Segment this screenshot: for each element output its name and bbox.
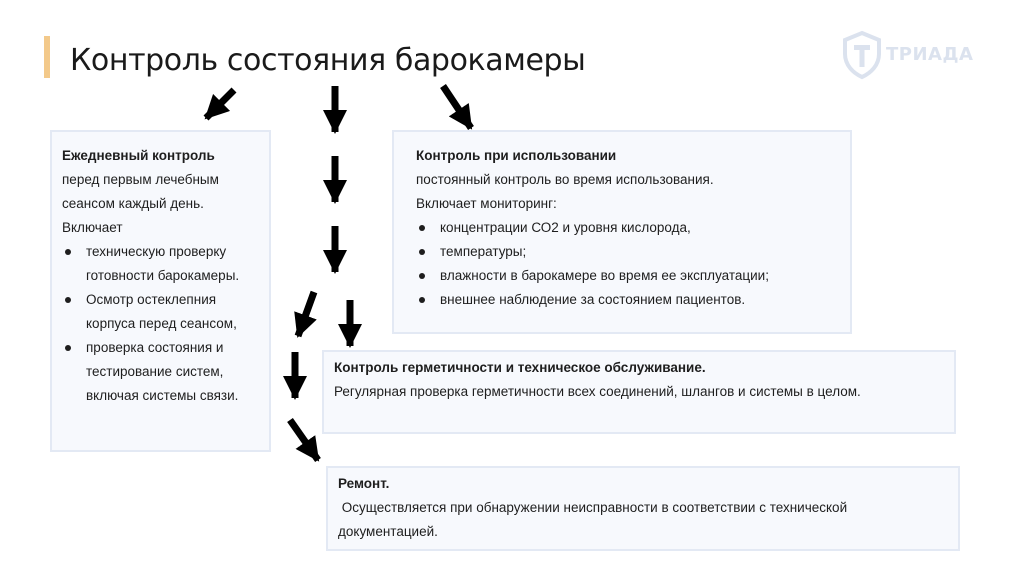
list-item-line: техническую проверку — [86, 244, 227, 259]
arrow-diagonal-left — [298, 292, 314, 336]
seal-maintenance-text: Регулярная проверка герметичности всех соединений, шлангов и системы в целом. — [334, 384, 861, 399]
repair-box — [326, 466, 960, 551]
usage-control-text-line: постоянный контроль во время использования. — [416, 172, 714, 187]
usage-control-box — [392, 130, 852, 334]
list-item-line: проверка состояния и — [86, 340, 224, 355]
daily-control-list — [62, 240, 259, 408]
arrow-to-usage — [443, 86, 471, 128]
list-item — [62, 240, 259, 288]
logo — [840, 30, 990, 82]
daily-control-text-line: Включает — [62, 220, 123, 235]
daily-control-text-line: сеансом каждый день. — [62, 196, 204, 211]
seal-maintenance-box — [322, 350, 956, 434]
page-title: Контроль состояния барокамеры — [70, 43, 586, 78]
list-item-line: тестирование систем, — [86, 364, 224, 379]
list-item — [62, 288, 259, 336]
list-item: концентрации СО2 и уровня кислорода, — [416, 216, 840, 240]
list-item: температуры; — [416, 240, 840, 264]
list-item-line: корпуса перед сеансом, — [86, 316, 237, 331]
arrow-to-repair — [290, 420, 318, 460]
list-item: влажности в барокамере во время ее эксплуатации; — [416, 264, 840, 288]
seal-maintenance-heading: Контроль герметичности и техническое обслуживание. — [334, 360, 706, 375]
list-item: внешнее наблюдение за состоянием пациентов. — [416, 288, 840, 312]
daily-control-box — [50, 130, 271, 452]
daily-control-text-line: перед первым лечебным — [62, 172, 219, 187]
repair-text-line: Осуществляется при обнаружении неисправности в соответствии с технической — [338, 500, 848, 515]
list-item-line: включая системы связи. — [86, 388, 239, 403]
daily-control-heading: Ежедневный контроль — [62, 148, 215, 163]
shield-t-icon — [840, 30, 884, 80]
logo-text: ТРИАДА — [886, 44, 974, 65]
usage-control-heading: Контроль при использовании — [416, 148, 617, 163]
usage-control-list — [416, 216, 840, 312]
title-accent-bar — [44, 36, 50, 78]
list-item-line: готовности барокамеры. — [86, 268, 240, 283]
repair-heading: Ремонт. — [338, 476, 390, 491]
usage-control-text-line: Включает мониторинг: — [416, 196, 557, 211]
list-item-line: Осмотр остеклепния — [86, 292, 217, 307]
arrow-to-daily — [206, 90, 234, 118]
repair-text-line: документацией. — [338, 524, 438, 539]
list-item — [62, 336, 259, 408]
